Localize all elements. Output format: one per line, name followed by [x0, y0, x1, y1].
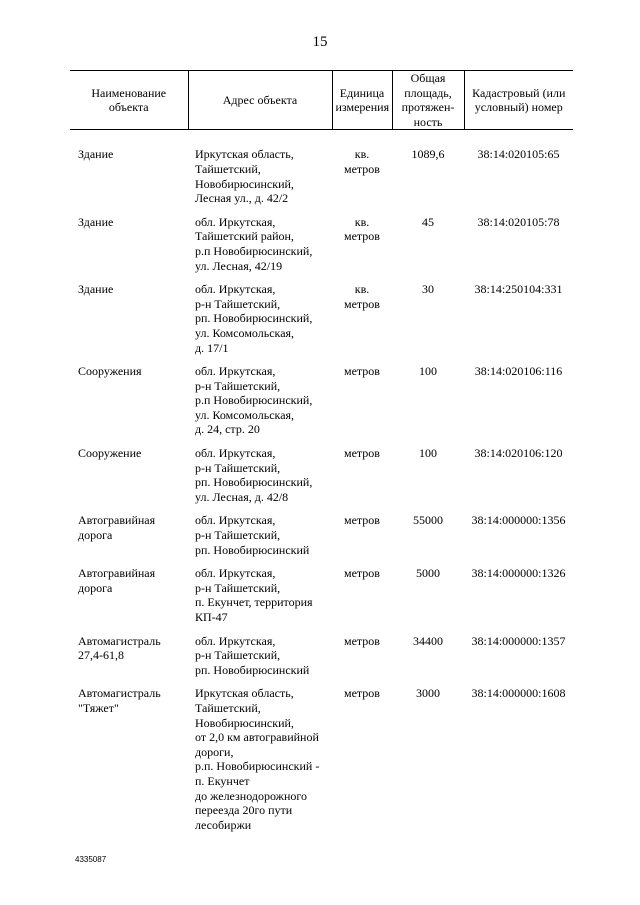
object-address-line: р-н Тайшетский,: [195, 528, 281, 543]
object-address-line: обл. Иркутская,: [195, 513, 276, 528]
measure-unit: [332, 566, 392, 633]
measure-unit-line: метров: [344, 364, 380, 379]
object-address-line: лесобиржи: [195, 817, 252, 832]
table-row: [70, 513, 573, 566]
object-address-line: от 2,0 км автогравийной: [195, 730, 319, 745]
object-address-line: Тайшетский,: [195, 161, 261, 176]
cadastral-number: 38:14:020106:116: [474, 364, 563, 379]
measure-unit: [332, 130, 392, 215]
table-row: [70, 282, 573, 364]
object-address-line: Тайшетский район,: [195, 229, 294, 244]
object-address-line: Тайшетский,: [195, 700, 261, 715]
object-name-line: 27,4-61,8: [78, 648, 124, 663]
object-name-line: Автогравийная: [78, 513, 156, 528]
object-address-line: р-н Тайшетский,: [195, 580, 281, 595]
object-address: [188, 446, 332, 513]
object-address: [188, 566, 332, 633]
object-address-line: д. 17/1: [195, 340, 229, 355]
object-address-line: р-н Тайшетский,: [195, 460, 281, 475]
object-address-line: р-н Тайшетский,: [195, 378, 281, 393]
measure-unit: [332, 282, 392, 364]
object-area: 1089,6: [411, 147, 445, 162]
object-address: [188, 215, 332, 282]
object-name-line: Здание: [78, 282, 114, 297]
measure-unit-line: метров: [344, 633, 380, 648]
cadastral-number: 38:14:020105:65: [477, 147, 560, 162]
measure-unit-line: метров: [344, 296, 380, 311]
object-name-line: Автогравийная: [78, 566, 156, 581]
object-name: [70, 364, 188, 446]
object-address: [188, 686, 332, 841]
object-name: [70, 282, 188, 364]
object-area: 100: [419, 446, 437, 461]
measure-unit-line: метров: [344, 161, 380, 176]
object-address: [188, 282, 332, 364]
object-name-line: дорога: [78, 528, 113, 543]
object-name-line: "Тяжет": [78, 700, 119, 715]
object-address-line: до железнодорожного: [195, 788, 307, 803]
measure-unit: [332, 446, 392, 513]
measure-unit-line: метров: [344, 229, 380, 244]
object-address-line: обл. Иркутская,: [195, 364, 276, 379]
object-address-line: переезда 20го пути: [195, 803, 293, 818]
object-address-line: рп. Новобирюсинский: [195, 662, 310, 677]
object-area: 5000: [416, 566, 440, 581]
cadastral-number: 38:14:020105:78: [477, 214, 560, 229]
object-name: [70, 130, 188, 215]
table-row: [70, 364, 573, 446]
table-row: [70, 686, 573, 841]
measure-unit-line: метров: [344, 566, 380, 581]
object-address-line: ул. Комсомольская,: [195, 325, 295, 340]
object-address-line: Иркутская область,: [195, 147, 294, 162]
object-address-line: р-н Тайшетский,: [195, 648, 281, 663]
object-name-line: Автомагистраль: [78, 633, 161, 648]
object-address-line: ул. Комсомольская,: [195, 407, 295, 422]
measure-unit-line: метров: [344, 513, 380, 528]
document-code: 4335087: [75, 855, 107, 864]
measure-unit-line: кв.: [354, 147, 370, 162]
cadastral-number: 38:14:000000:1357: [471, 633, 566, 648]
object-address-line: дороги,: [195, 744, 234, 759]
object-area: 55000: [413, 513, 443, 528]
cadastral-number: 38:14:000000:1356: [471, 513, 566, 528]
header-address: Адрес объекта: [188, 71, 332, 130]
object-address: [188, 513, 332, 566]
object-address-line: КП-47: [195, 610, 228, 624]
object-area: 30: [422, 282, 434, 297]
measure-unit: [332, 634, 392, 687]
object-address-line: р-н Тайшетский,: [195, 296, 281, 311]
object-address: [188, 130, 332, 215]
object-name: [70, 634, 188, 687]
object-address-line: ул. Лесная, 42/19: [195, 258, 283, 273]
object-address-line: р.п. Новобирюсинский -: [195, 759, 320, 774]
measure-unit-line: кв.: [354, 214, 370, 229]
object-name-line: Автомагистраль: [78, 686, 161, 701]
object-address-line: обл. Иркутская,: [195, 446, 276, 461]
object-address-line: Лесная ул., д. 42/2: [195, 191, 289, 206]
object-address-line: р.п Новобирюсинский,: [195, 243, 313, 258]
measure-unit: [332, 364, 392, 446]
object-address-line: Иркутская область,: [195, 686, 294, 701]
table-row: [70, 566, 573, 633]
table-row: [70, 130, 573, 215]
object-address-line: рп. Новобирюсинский,: [195, 311, 313, 326]
property-table: [70, 70, 573, 841]
object-name: [70, 686, 188, 841]
measure-unit-line: кв.: [354, 282, 370, 297]
object-name: [70, 513, 188, 566]
object-name: [70, 446, 188, 513]
object-area: 45: [422, 214, 434, 229]
cadastral-number: 38:14:000000:1326: [471, 566, 566, 581]
object-address-line: п. Екунчет: [195, 773, 250, 788]
object-address-line: обл. Иркутская,: [195, 282, 276, 297]
cadastral-number: 38:14:020106:120: [474, 446, 563, 461]
object-name: [70, 566, 188, 633]
object-address-line: Новобирюсинский,: [195, 715, 294, 730]
measure-unit: [332, 686, 392, 841]
object-address-line: п. Екунчет, территория: [195, 595, 313, 610]
page-number: 15: [312, 34, 328, 50]
object-address-line: обл. Иркутская,: [195, 566, 276, 581]
cadastral-number: 38:14:250104:331: [474, 282, 563, 297]
object-name-line: дорога: [78, 580, 113, 595]
object-address-line: рп. Новобирюсинский: [195, 542, 310, 557]
object-address-line: обл. Иркутская,: [195, 633, 276, 648]
object-name: [70, 215, 188, 282]
object-address-line: р.п Новобирюсинский,: [195, 393, 313, 408]
measure-unit-line: метров: [344, 686, 380, 701]
object-address-line: обл. Иркутская,: [195, 214, 276, 229]
header-name: Наименование объекта: [70, 71, 188, 130]
object-address-line: Новобирюсинский,: [195, 176, 294, 191]
table-row: [70, 215, 573, 282]
measure-unit: [332, 513, 392, 566]
table-header: [70, 71, 573, 130]
object-area: 34400: [413, 633, 443, 648]
object-name-line: Сооружение: [78, 446, 142, 461]
object-address: [188, 634, 332, 687]
object-name-line: Здание: [78, 214, 114, 229]
table-row: [70, 446, 573, 513]
object-address-line: д. 24, стр. 20: [195, 422, 260, 437]
header-unit: Единица измерения: [332, 71, 392, 130]
table-row: [70, 634, 573, 687]
header-area: Общая площадь, протяжен-ность: [392, 71, 464, 130]
object-name-line: Сооружения: [78, 364, 142, 379]
measure-unit-line: метров: [344, 446, 380, 461]
object-address: [188, 364, 332, 446]
object-address-line: рп. Новобирюсинский,: [195, 475, 313, 490]
cadastral-number: 38:14:000000:1608: [471, 686, 566, 701]
measure-unit: [332, 215, 392, 282]
object-area: 100: [419, 364, 437, 379]
table-body: [70, 130, 573, 841]
object-name-line: Здание: [78, 147, 114, 162]
object-area: 3000: [416, 686, 440, 701]
header-cadastral: Кадастровый (или условный) номер: [464, 71, 573, 130]
object-address-line: ул. Лесная, д. 42/8: [195, 489, 289, 504]
